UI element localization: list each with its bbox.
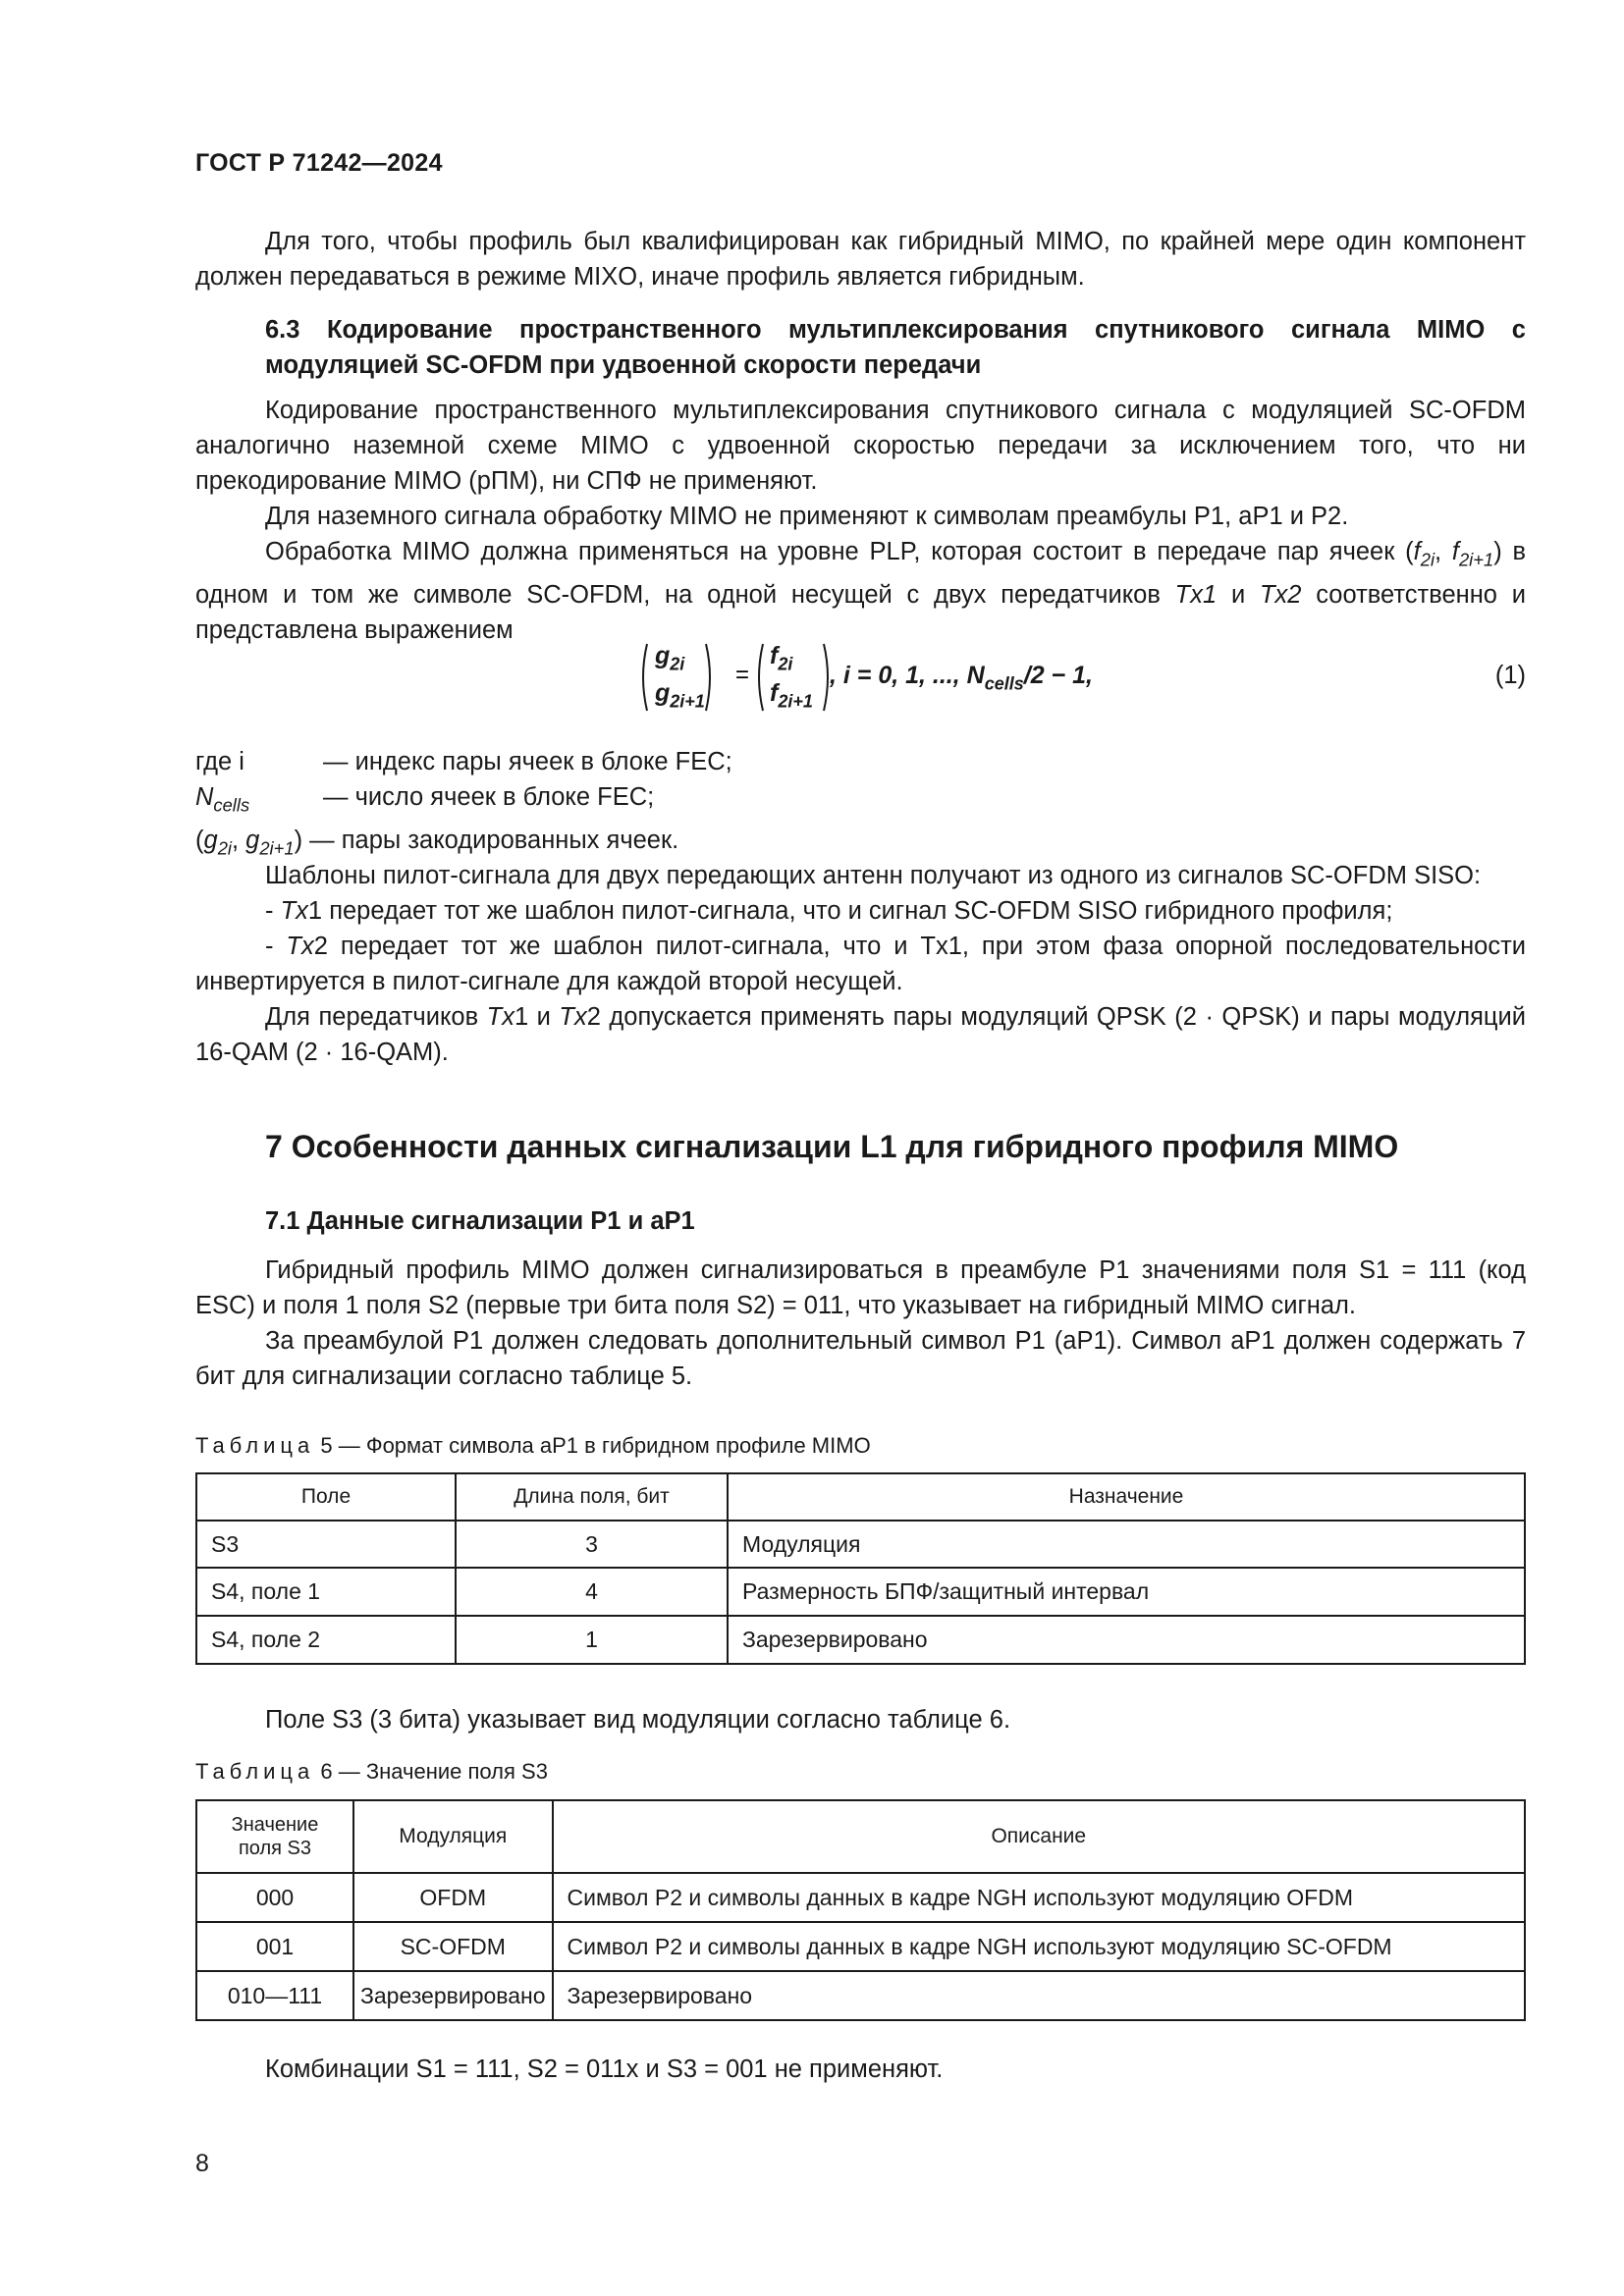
section-7-1-title: 7.1 Данные сигнализации P1 и aP1 xyxy=(265,1207,695,1235)
table-row: 001 SC-OFDM Символ P2 и символы данных в кадре NGH используют модуляцию SC-OFDM xyxy=(196,1922,1525,1971)
paragraph: Кодирование пространственного мультиплексирования спутникового сигнала с модуляцией SC-OFDM аналогично наземной схеме MIMO с удвоенной скоростью передачи за исключением того, что ни прекодирование MIMO (рПМ), ни СПФ не применяют. xyxy=(195,397,1526,495)
table5-caption: Таблица 5 — Формат символа aP1 в гибридном профиле MIMO xyxy=(195,1433,871,1458)
table-row: S4, поле 2 1 Зарезервировано xyxy=(196,1616,1525,1664)
table-header-row: Значение поля S3 Модуляция Описание xyxy=(196,1800,1525,1873)
section-6-3 xyxy=(195,312,1526,383)
page-number: 8 xyxy=(195,2150,209,2177)
table6-caption: Таблица 6 — Значение поля S3 xyxy=(195,1759,548,1784)
section-7-1-body xyxy=(195,1253,1526,1394)
paragraph: Шаблоны пилот-сигнала для двух передающих антенн получают из одного из сигналов SC-OFDM SISO: xyxy=(265,862,1482,889)
equation: = $g_{2i}$ $g_{2i+1}$ $f_{2i}$ $f_{2i+1}$ , i = 0, 1, ..., $N_{cells}/2 - 1$, (1) xyxy=(637,638,1526,717)
section-7 xyxy=(195,1127,1526,1166)
between-tables-text: Поле S3 (3 бита) указывает вид модуляции согласно таблице 6. xyxy=(265,1706,1011,1734)
where-list: где i — индекс пары ячеек в блоке FEC; $N_{cells}$ — число ячеек в блоке FEC; ($g_{2i}$, $g_{2i+1}$) — пары закодированных ячеек. xyxy=(195,748,732,859)
table-row: S3 3 Модуляция xyxy=(196,1521,1525,1568)
section-7-1 xyxy=(195,1203,1526,1239)
paragraph: Для наземного сигнала обработку MIMO не применяют к символам преамбулы P1, aP1 и P2. xyxy=(265,503,1349,530)
intro-paragraph: Для того, чтобы профиль был квалифицирован как гибридный MIMO, по крайней мере один компонент должен передаваться в режиме MIXO, иначе профиль является гибридным. xyxy=(195,228,1526,291)
section-6-3-title: 6.3 Кодирование пространственного мультиплексирования спутникового сигнала MIMO с модуляцией SC-OFDM при удвоенной скорости передачи xyxy=(265,316,1526,379)
paragraph: Для передатчиков Tx1 и Tx2 допускается применять пары модуляций QPSK (2 · QPSK) и пары модуляций 16-QAM (2 · 16-QAM). xyxy=(195,1003,1526,1066)
section-7-title: 7 Особенности данных сигнализации L1 для гибридного профиля MIMO xyxy=(265,1129,1399,1164)
table-row: 000 OFDM Символ P2 и символы данных в кадре NGH используют модуляцию OFDM xyxy=(196,1873,1525,1922)
table-row: 010—111 Зарезервировано Зарезервировано xyxy=(196,1971,1525,2020)
section-6-3-body xyxy=(195,393,1526,648)
table5 xyxy=(195,1472,1526,1665)
paragraph: За преамбулой P1 должен следовать дополнительный символ P1 (aP1). Символ aP1 должен содержать 7 бит для сигнализации согласно таблице 5. xyxy=(195,1327,1526,1390)
document-header: ГОСТ Р 71242—2024 xyxy=(195,149,443,177)
equation-number: (1) xyxy=(1494,662,1526,689)
list-item: - Tx2 передает тот же шаблон пилот-сигнала, что и Tx1, при этом фаза опорной последовательности инвертируется в пилот-сигнале для каждой второй несущей. xyxy=(195,933,1527,995)
table6 xyxy=(195,1799,1526,2021)
svg-text:=: = xyxy=(735,662,750,688)
table-header-row: Поле Длина поля, бит Назначение xyxy=(196,1473,1525,1521)
pilot-section xyxy=(195,858,1526,1070)
paragraph: Обработка MIMO должна применяться на уровне PLP, которая состоит в передаче пар ячеек ($f_{2i}$, $f_{2i+1}$) в одном и том же символе SC-OFDM, на одной несущей с двух передатчиков Tx1 и Tx2 соответственно и представлена выражением xyxy=(195,538,1527,645)
final-paragraph: Комбинации S1 = 111, S2 = 011x и S3 = 001 не применяют. xyxy=(265,2056,944,2083)
list-item: - Tx1 передает тот же шаблон пилот-сигнала, что и сигнал SC-OFDM SISO гибридного профиля; xyxy=(265,897,1393,925)
paragraph: Гибридный профиль MIMO должен сигнализироваться в преамбуле P1 значениями поля S1 = 111 (код ESC) и поля 1 поля S2 (первые три бита поля S2) = 011, что указывает на гибридный MIMO сигнал. xyxy=(195,1256,1526,1319)
table-row: S4, поле 1 4 Размерность БПФ/защитный интервал xyxy=(196,1568,1525,1616)
